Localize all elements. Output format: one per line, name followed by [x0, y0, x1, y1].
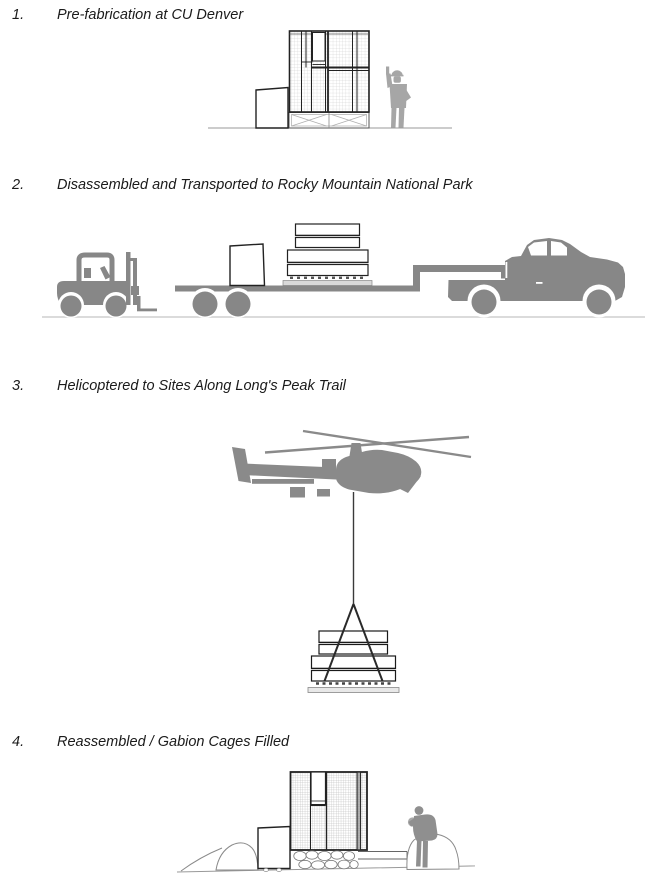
- step-4-heading: [0, 734, 650, 752]
- rock-edge-line: [181, 848, 222, 871]
- step-1-text: Pre-fabrication at CU Denver: [57, 7, 244, 23]
- step-4-number: 4.: [12, 734, 25, 750]
- transport-illustration: [30, 215, 650, 325]
- x-braced-base: [289, 113, 369, 129]
- gabion-cage-drawing: [290, 31, 370, 112]
- crate-box: [256, 88, 288, 129]
- sling-load-stack: [308, 604, 399, 693]
- drill-tool-icon: [386, 67, 389, 75]
- helicopter-illustration: [225, 425, 480, 697]
- helicopter-icon: [232, 431, 471, 498]
- stone-foundation: [294, 851, 358, 869]
- panel-stack: [283, 224, 372, 286]
- step-1-number: 1.: [12, 7, 25, 23]
- boulder-left: [216, 843, 258, 870]
- crate-box: [258, 827, 290, 869]
- step-2-number: 2.: [12, 177, 25, 193]
- window-slot: [311, 772, 326, 805]
- step-3-number: 3.: [12, 378, 25, 394]
- cage-door-panel: [313, 33, 326, 62]
- prefab-illustration: [190, 26, 470, 132]
- forklift-icon: [57, 252, 157, 318]
- pickup-truck-icon: [448, 238, 625, 318]
- step-3-heading: [0, 378, 650, 396]
- step-2-heading: [0, 177, 650, 195]
- step-3-text: Helicoptered to Sites Along Long's Peak Trail: [57, 378, 346, 394]
- worker-silhouette: [386, 67, 411, 128]
- step-1-heading: [0, 7, 650, 25]
- step-4-text: Reassembled / Gabion Cages Filled: [57, 734, 290, 750]
- crate-box: [230, 244, 265, 286]
- filled-gabion-structure: [291, 772, 368, 850]
- site-illustration: [165, 765, 475, 874]
- pallet: [308, 688, 399, 693]
- pallet: [283, 281, 372, 286]
- bench-wall-lines: [358, 852, 407, 867]
- step-2-text: Disassembled and Transported to Rocky Mountain National Park: [57, 177, 473, 193]
